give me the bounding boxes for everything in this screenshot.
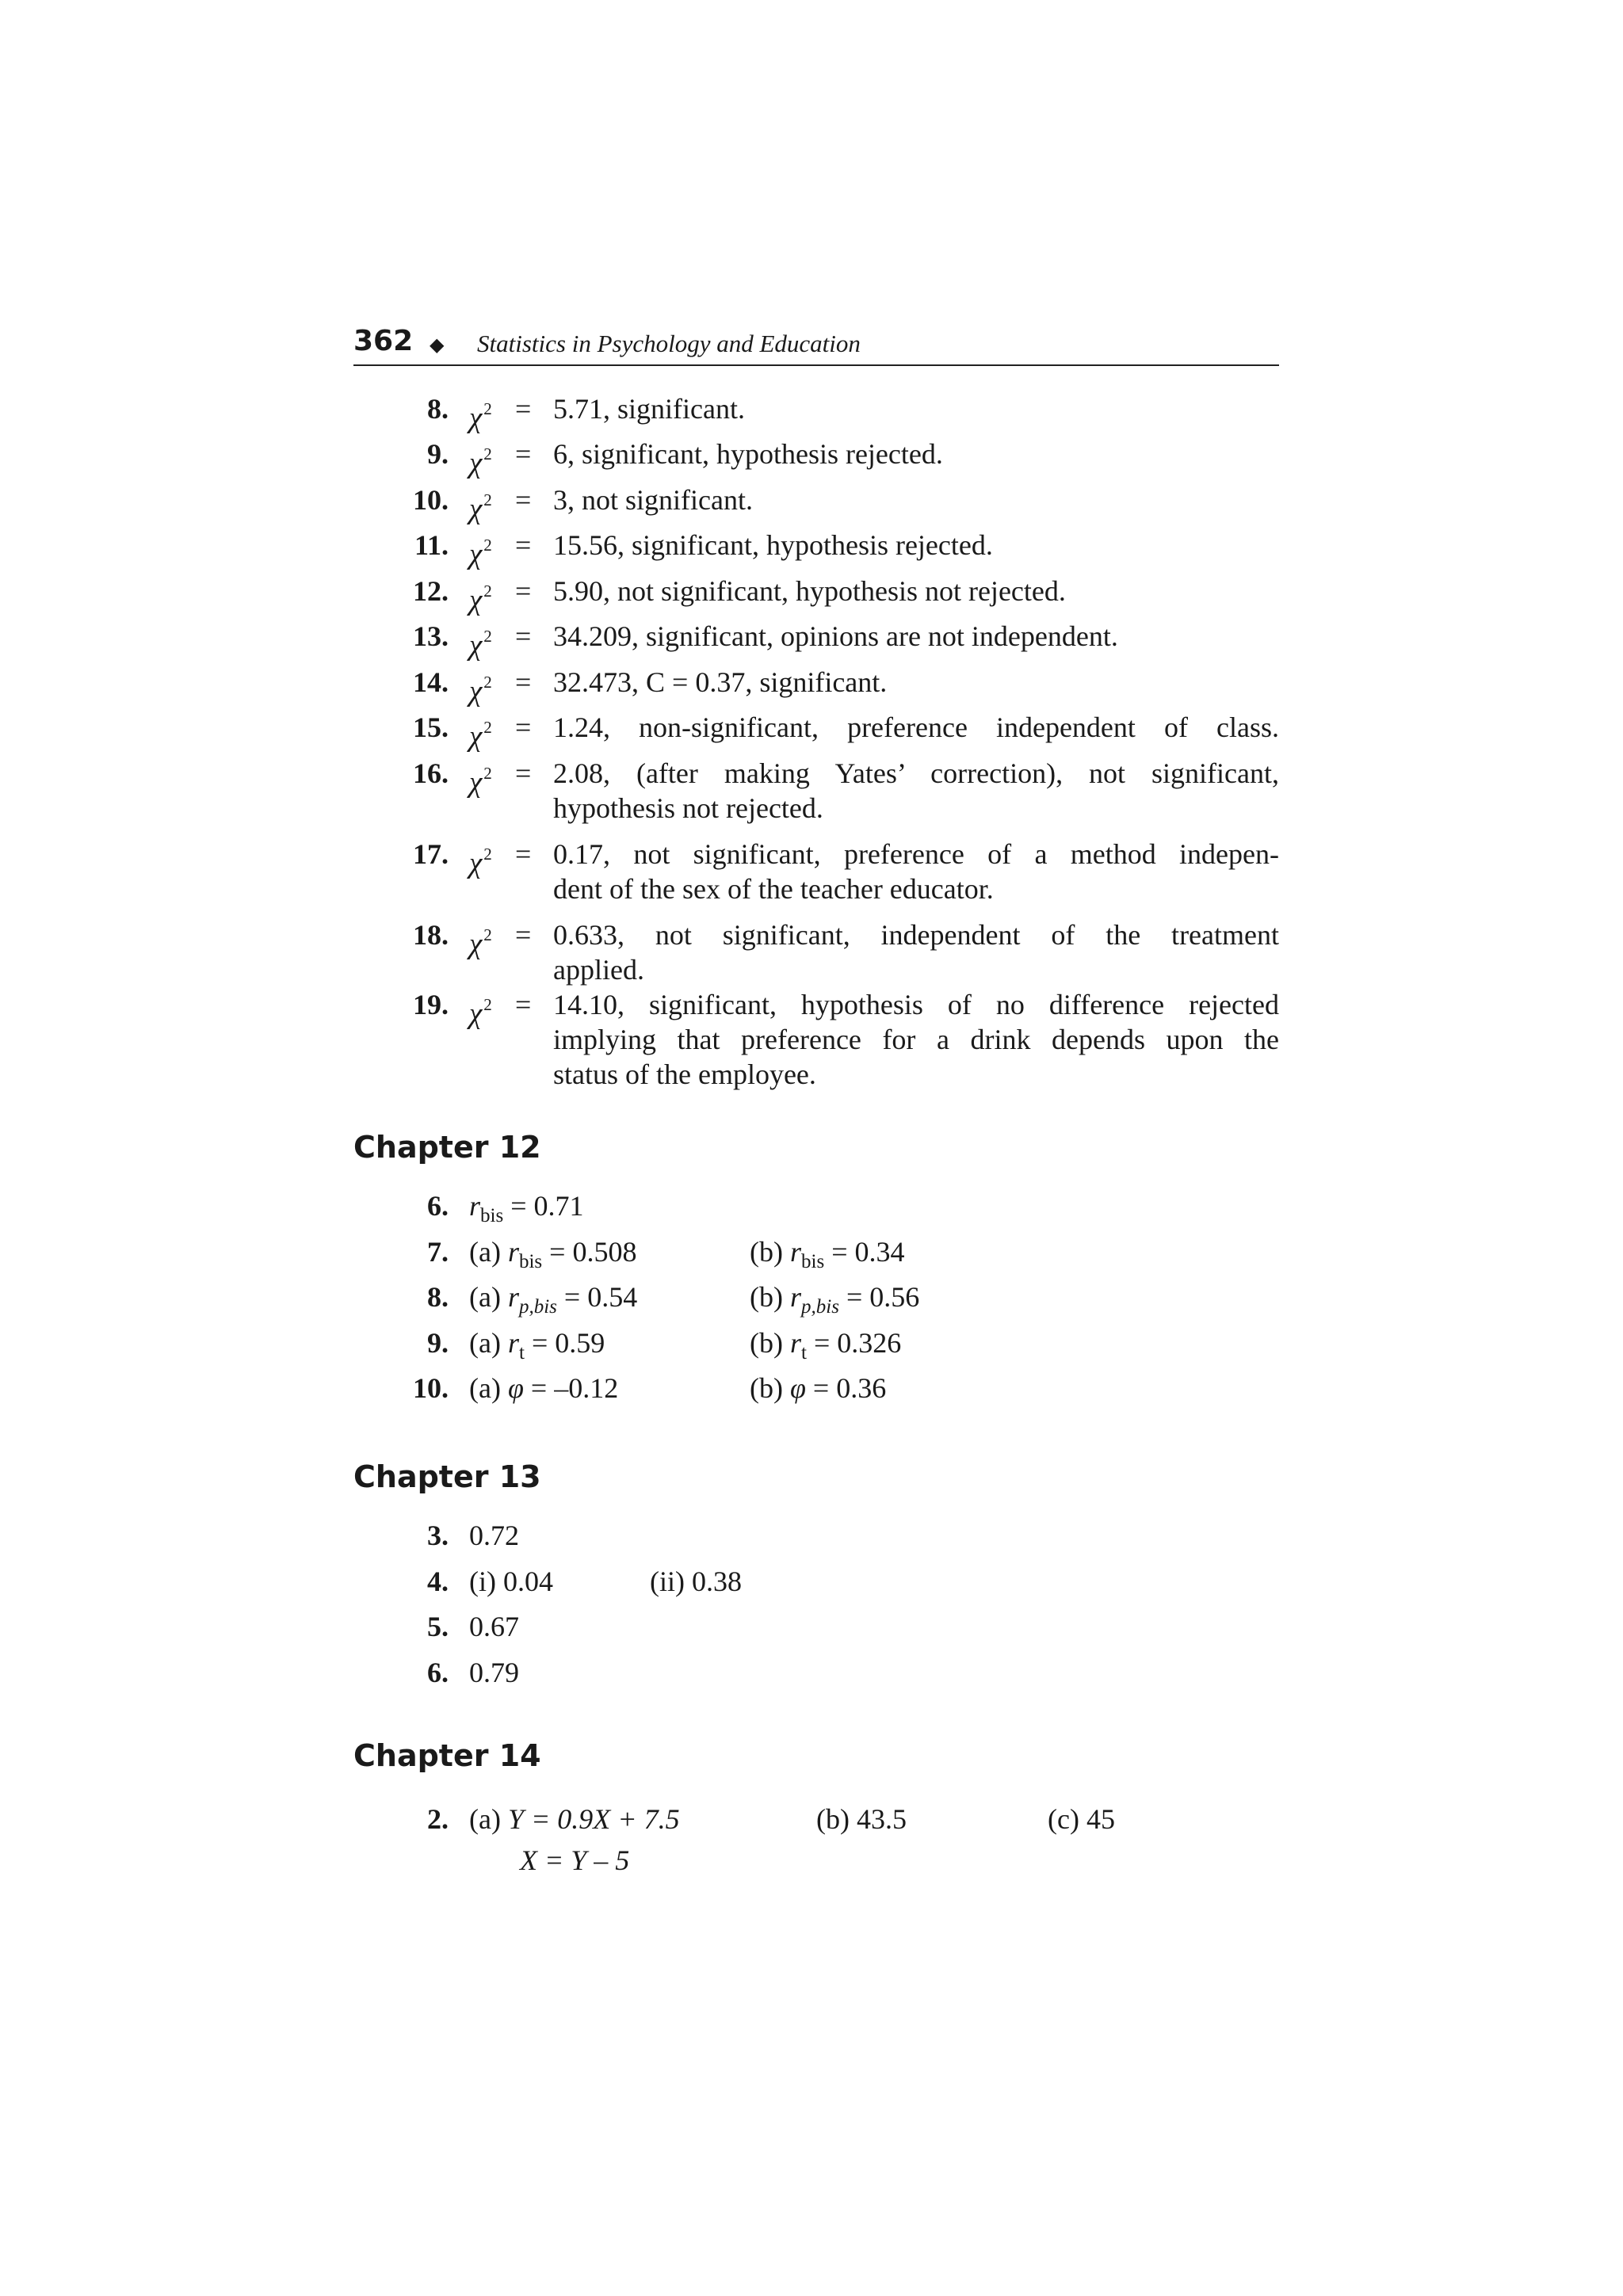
item-number: 6. (427, 1190, 449, 1222)
item-number: 18. (413, 919, 449, 951)
answer-text-continued: implying that preference for a drink depends upon the (553, 1024, 1279, 1055)
answer-text: 1.24, non-significant, preference independent of class. (553, 711, 1279, 743)
answer-text-continued: dent of the sex of the teacher educator. (553, 873, 994, 905)
chi-symbol: $\chi^2$ (469, 718, 492, 753)
answer-b: (b) $r_t = 0.326$ (750, 1327, 902, 1363)
answer-b: (b) $r_{bis} = 0.34$ (750, 1236, 905, 1272)
answer-c: (c) 45 (1048, 1803, 1115, 1835)
item-number: 8. (427, 393, 449, 425)
diamond-icon: ◆ (430, 334, 445, 356)
answer-text: 32.473, C = 0.37, significant. (553, 666, 888, 698)
answer-text: 2.08, (after making Yates’ correction), not significant, (553, 757, 1279, 789)
equals-sign: = (515, 484, 532, 516)
answer-b: (b) $r_{p,bis} = 0.56$ (750, 1281, 920, 1318)
chi-symbol: $\chi^2$ (469, 444, 492, 479)
equals-sign: = (515, 989, 532, 1020)
answer-text: 3, not significant. (553, 484, 753, 516)
item-number: 16. (413, 757, 449, 789)
equals-sign: = (515, 438, 532, 470)
answer-text: 34.209, significant, opinions are not independent. (553, 620, 1118, 652)
item-number: 12. (413, 575, 449, 607)
chi-symbol: $\chi^2$ (469, 536, 492, 570)
regression-equation-y-on-x: Y = 0.9X + 7.5 (507, 1803, 680, 1835)
item-number: 2. (427, 1803, 449, 1835)
chi-symbol: $\chi^2$ (469, 673, 492, 707)
answer-text: 6, significant, hypothesis rejected. (553, 438, 943, 470)
answer-text: 5.71, significant. (553, 393, 745, 425)
item-number: 19. (413, 989, 449, 1020)
answer-a: (a) $r_{p,bis} = 0.54$ (469, 1281, 638, 1318)
equals-sign: = (515, 919, 532, 951)
item-number: 7. (427, 1236, 449, 1268)
equals-sign: = (515, 529, 532, 561)
answer-text: 0.17, not significant, preference of a method indepen- (553, 838, 1279, 870)
equals-sign: = (515, 838, 532, 870)
item-number: 14. (413, 666, 449, 698)
chi-symbol: $\chi^2$ (469, 764, 492, 799)
chi-symbol: $\chi^2$ (469, 627, 492, 662)
answer-a: $r_{bis} = 0.71$ (469, 1190, 584, 1226)
answer-b: (b) 43.5 (816, 1803, 907, 1835)
chi-symbol: $\chi^2$ (469, 490, 492, 525)
item-number: 17. (413, 838, 449, 870)
equals-sign: = (515, 575, 532, 607)
equals-sign: = (515, 757, 532, 789)
chi-symbol: $\chi^2$ (469, 925, 492, 960)
item-number: 10. (413, 1372, 449, 1404)
item-number: 9. (427, 438, 449, 470)
equals-sign: = (515, 620, 532, 652)
item-number: 13. (413, 620, 449, 652)
chi-symbol: $\chi^2$ (469, 845, 492, 879)
answer-b: (ii) 0.38 (650, 1566, 742, 1597)
chi-symbol: $\chi^2$ (469, 399, 492, 434)
answer-a: (a) $r_t = 0.59$ (469, 1327, 605, 1363)
answer-text: 5.90, not significant, hypothesis not rejected. (553, 575, 1066, 607)
answer-a: (a) φ = –0.12 (469, 1372, 619, 1404)
item-number: 3. (427, 1520, 449, 1551)
chi-symbol: $\chi^2$ (469, 582, 492, 616)
answer-a: (a) $r_{bis} = 0.508$ (469, 1236, 637, 1272)
item-number: 8. (427, 1281, 449, 1313)
answer-text-continued: hypothesis not rejected. (553, 792, 823, 824)
chapter-heading: Chapter 13 (353, 1459, 541, 1494)
chapter-heading: Chapter 14 (353, 1738, 541, 1773)
running-title: Statistics in Psychology and Education (477, 330, 861, 357)
item-number: 9. (427, 1327, 449, 1359)
answer-a: 0.67 (469, 1611, 519, 1642)
equals-sign: = (515, 711, 532, 743)
equals-sign: = (515, 666, 532, 698)
item-number: 10. (413, 484, 449, 516)
answer-text-continued: applied. (553, 954, 644, 986)
answer-text: 15.56, significant, hypothesis rejected. (553, 529, 993, 561)
answer-text: 14.10, significant, hypothesis of no difference rejected (553, 989, 1279, 1020)
answer-a: (i) 0.04 (469, 1566, 553, 1597)
page-number: 362 (353, 325, 414, 357)
regression-equation-x-on-y: X = Y – 5 (520, 1844, 630, 1876)
answer-a: 0.79 (469, 1657, 519, 1688)
chi-symbol: $\chi^2$ (469, 995, 492, 1030)
answer-text: 0.633, not significant, independent of the treatment (553, 919, 1279, 951)
item-number: 5. (427, 1611, 449, 1642)
item-number: 4. (427, 1566, 449, 1597)
equals-sign: = (515, 393, 532, 425)
item-number: 15. (413, 711, 449, 743)
running-header (353, 325, 1279, 366)
answer-text-continued: status of the employee. (553, 1058, 816, 1090)
answer-a: (a) Y = 0.9X + 7.5 (469, 1803, 680, 1835)
answer-b: (b) φ = 0.36 (750, 1372, 887, 1404)
item-number: 6. (427, 1657, 449, 1688)
item-number: 11. (414, 529, 449, 561)
answer-a: 0.72 (469, 1520, 519, 1551)
chapter-heading: Chapter 12 (353, 1130, 541, 1165)
